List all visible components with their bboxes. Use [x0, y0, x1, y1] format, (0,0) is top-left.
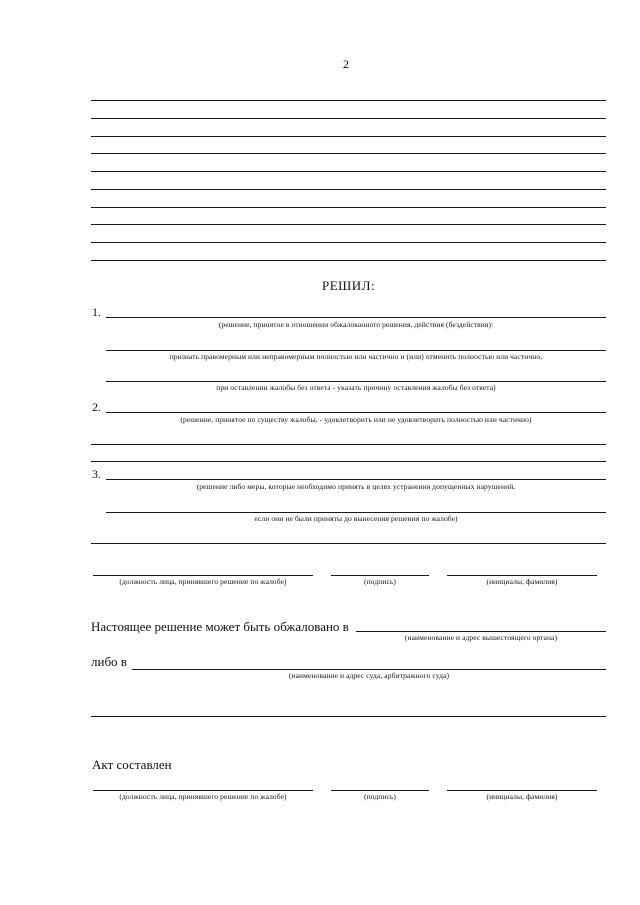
- position-caption: (должность лица, принявшего решение по жалобе): [119, 577, 287, 586]
- blank-line: [91, 461, 606, 462]
- blank-line: [91, 242, 606, 243]
- blank-line: [91, 260, 606, 261]
- act-initials-caption: (инициалы, фамилия): [486, 792, 558, 801]
- item-3-caption-2: если они не были приняты до вынесения решения по жалобе): [254, 514, 458, 523]
- court-caption: (наименование и адрес суда, арбитражного суда): [288, 671, 450, 680]
- item-3-caption-1: (решение либо меры, которые необходимо принять в целях устранения допущенных нарушений,: [196, 482, 516, 491]
- item-1-line: [106, 317, 606, 318]
- blank-line: [91, 136, 606, 137]
- decision-heading: РЕШИЛ:: [322, 278, 376, 293]
- position-line: [93, 575, 313, 576]
- blank-line: [91, 716, 606, 717]
- higher-authority-line: [356, 631, 606, 632]
- act-text: Акт составлен: [92, 757, 172, 772]
- item-number-1: 1.: [92, 305, 101, 319]
- item-1-caption-1: (решение, принятое в отношении обжалованного решения, действия (бездействия):: [218, 320, 494, 329]
- blank-line: [91, 189, 606, 190]
- or-text: либо в: [91, 654, 127, 669]
- blank-line: [91, 153, 606, 154]
- blank-line: [91, 171, 606, 172]
- act-signature-line: [331, 790, 429, 791]
- blank-line: [91, 118, 606, 119]
- act-position-caption: (должность лица, принявшего решение по жалобе): [119, 792, 287, 801]
- item-2-line: [106, 412, 606, 413]
- blank-line: [91, 207, 606, 208]
- item-2-caption-1: (решение, принятое по существу жалобы, - удовлетворить или не удовлетворить полностью или частично): [180, 415, 532, 424]
- page-number: 2: [343, 57, 349, 71]
- blank-line: [91, 444, 606, 445]
- item-1-caption-3: при оставлении жалобы без ответа - указать причину оставления жалобы без ответа): [216, 383, 496, 392]
- item-1-caption-2: признать правомерным или неправомерным полностью или частично и (или) отменить полностью или частично,: [169, 352, 543, 361]
- court-line: [132, 669, 606, 670]
- signature-caption: (подпись): [363, 577, 397, 586]
- signature-line: [331, 575, 429, 576]
- appeal-text: Настоящее решение может быть обжаловано в: [91, 619, 349, 634]
- blank-line: [91, 543, 606, 544]
- item-3-line: [106, 479, 606, 480]
- higher-authority-caption: (наименование и адрес вышестоящего органа): [404, 633, 558, 642]
- blank-line: [91, 224, 606, 225]
- item-1-line-3: [106, 381, 606, 382]
- item-3-line-2: [106, 512, 606, 513]
- blank-line: [91, 100, 606, 101]
- item-number-3: 3.: [92, 467, 101, 481]
- item-1-line-2: [106, 350, 606, 351]
- act-position-line: [93, 790, 313, 791]
- initials-line: [447, 575, 597, 576]
- initials-caption: (инициалы, фамилия): [486, 577, 558, 586]
- act-signature-caption: (подпись): [363, 792, 397, 801]
- item-number-2: 2.: [92, 400, 101, 414]
- act-initials-line: [447, 790, 597, 791]
